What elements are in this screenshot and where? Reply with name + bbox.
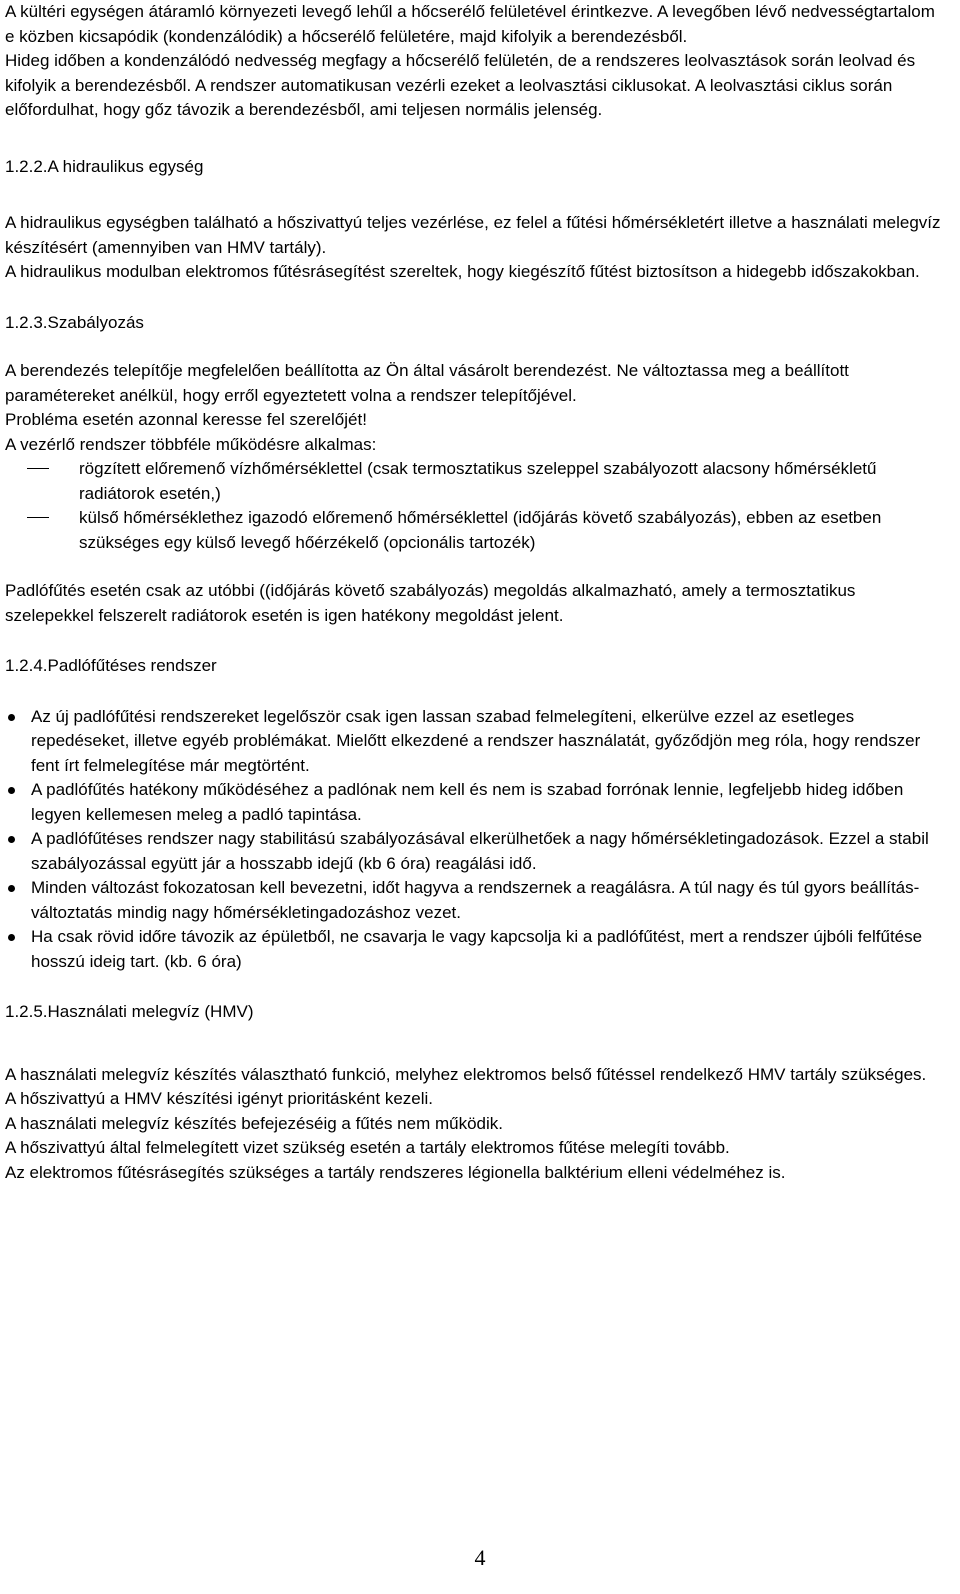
list-item-text: Ha csak rövid időre távozik az épületből, ne csavarja le vagy kapcsolja ki a padlófűtést, mert a rendszer újbóli felfűtése hosszú ideig tart. (kb. 6 óra) <box>31 927 923 971</box>
section-heading: 1.2.2.A hidraulikus egység <box>5 156 204 176</box>
section-paragraph: Az elektromos fűtésrásegítés szükséges a tartály rendszeres légionella balktérium elleni védelméhez is. <box>5 1162 786 1182</box>
list-item <box>5 827 947 876</box>
bullet-icon <box>8 787 15 794</box>
section-hydraulic-unit <box>5 155 947 285</box>
section-heading: 1.2.3.Szabályozás <box>5 312 144 332</box>
document-body <box>5 0 947 1185</box>
section-paragraph: A hidraulikus egységben található a hőszivattyú teljes vezérlése, ez felel a fűtési hőmérsékletért illetve a használati melegvíz készítésért (amennyiben van HMV tartály). <box>5 213 941 257</box>
section-paragraph: A hidraulikus modulban elektromos fűtésrásegítést szereltek, hogy kiegészítő fűtést biztosítson a hidegebb időszakokban. <box>5 262 920 281</box>
list-item-text: Az új padlófűtési rendszereket legelőször csak igen lassan szabad felmelegíteni, elkerülve ezzel az esetleges repedéseket, illetve egyéb problémákat. Mielőtt elkezdené a rendszer használatát, győződjön meg róla, hogy rendszer fent írt felmelegítése már megtörtént. <box>31 706 921 775</box>
intro-paragraph-1: A kültéri egységen átáramló környezeti levegő lehűl a hőcserélő felületével érintkezve. A levegőben lévő nedvességtartalom e közben kicsapódik (kondenzálódik) a hőcserélő felületére, majd kifolyik a berendezésből. <box>5 2 935 46</box>
page-number: 4 <box>474 1545 486 1570</box>
list-item-text: A padlófűtéses rendszer nagy stabilitású szabályozásával elkerülhetőek a nagy hőmérsékletingadozások. Ezzel a stabil szabályozással együtt jár a hosszabb idejű (kb 6 óra) reagálási idő. <box>31 829 929 873</box>
section-floor-heating <box>5 654 947 974</box>
section-paragraph: A berendezés telepítője megfelelően beállította az Ön által vásárolt berendezést. Ne változtassa meg a beállított paramétereket anélkül, hogy erről egyeztetett volna a rendszer telepítőjével. <box>5 361 849 405</box>
list-item-text: rögzített előremenő vízhőmérséklettel (csak termosztatikus szeleppel szabályozott alacsony hőmérsékletű radiátorok esetén,) <box>79 459 877 503</box>
intro-section <box>5 0 947 123</box>
list-item <box>5 457 947 506</box>
section-heading: 1.2.4.Padlófűtéses rendszer <box>5 656 217 675</box>
intro-paragraph-2: Hideg időben a kondenzálódó nedvesség megfagy a hőcserélő felületén, de a rendszeres leolvasztások során leolvad és kifolyik a berendezésből. A rendszer automatikusan vezérli ezeket a leolvasztási ciklusokat. A leolvasztási ciklus során előfordulhat, hogy gőz távozik a berendezésből, ami teljesen normális jelenség. <box>5 51 916 119</box>
bullet-icon <box>8 836 15 843</box>
dash-icon <box>27 517 49 518</box>
section-paragraph: A használati melegvíz készítés befejezéséig a fűtés nem működik. <box>5 1113 503 1133</box>
list-item <box>5 506 947 555</box>
bullet-icon <box>8 885 15 892</box>
section-heading: 1.2.5.Használati melegvíz (HMV) <box>5 1002 254 1021</box>
dash-icon <box>27 468 49 469</box>
section-paragraph: A használati melegvíz készítés választható funkció, melyhez elektromos belső fűtéssel rendelkező HMV tartály szükséges. <box>5 1064 927 1084</box>
list-item-text: külső hőmérséklethez igazodó előremenő hőmérséklettel (időjárás követő szabályozás), ebben az esetben szükséges egy külső levegő hőérzékelő (opcionális tartozék) <box>79 508 882 552</box>
section-paragraph: A vezérlő rendszer többféle működésre alkalmas: <box>5 434 377 454</box>
section-paragraph: A hőszivattyú a HMV készítési igényt prioritásként kezeli. <box>5 1089 434 1108</box>
list-item <box>5 925 947 974</box>
section-hot-water <box>5 1000 947 1185</box>
section-control <box>5 311 947 629</box>
list-item <box>5 705 947 779</box>
section-paragraph: Padlófűtés esetén csak az utóbbi ((időjárás követő szabályozás) megoldás alkalmazható, amely a termosztatikus szelepekkel felszerelt radiátorok esetén is igen hatékony megoldást jelent. <box>5 581 856 625</box>
list-item-text: A padlófűtés hatékony működéséhez a padlónak nem kell és nem is szabad forrónak lennie, legfeljebb hideg időben legyen kellemesen meleg a padló tapintása. <box>31 780 904 824</box>
dash-list <box>5 457 947 555</box>
list-item <box>5 778 947 827</box>
section-paragraph: A hőszivattyú által felmelegített vizet szükség esetén a tartály elektromos fűtése melegíti tovább. <box>5 1138 730 1157</box>
section-paragraph: Probléma esetén azonnal keresse fel szerelőjét! <box>5 410 367 429</box>
bullet-icon <box>8 714 15 721</box>
bullet-icon <box>8 934 15 941</box>
bullet-list <box>5 705 947 975</box>
list-item <box>5 876 947 925</box>
list-item-text: Minden változást fokozatosan kell bevezetni, időt hagyva a rendszernek a reagálásra. A túl nagy és túl gyors beállítás-változtatás mindig nagy hőmérsékletingadozáshoz vezet. <box>31 878 920 922</box>
